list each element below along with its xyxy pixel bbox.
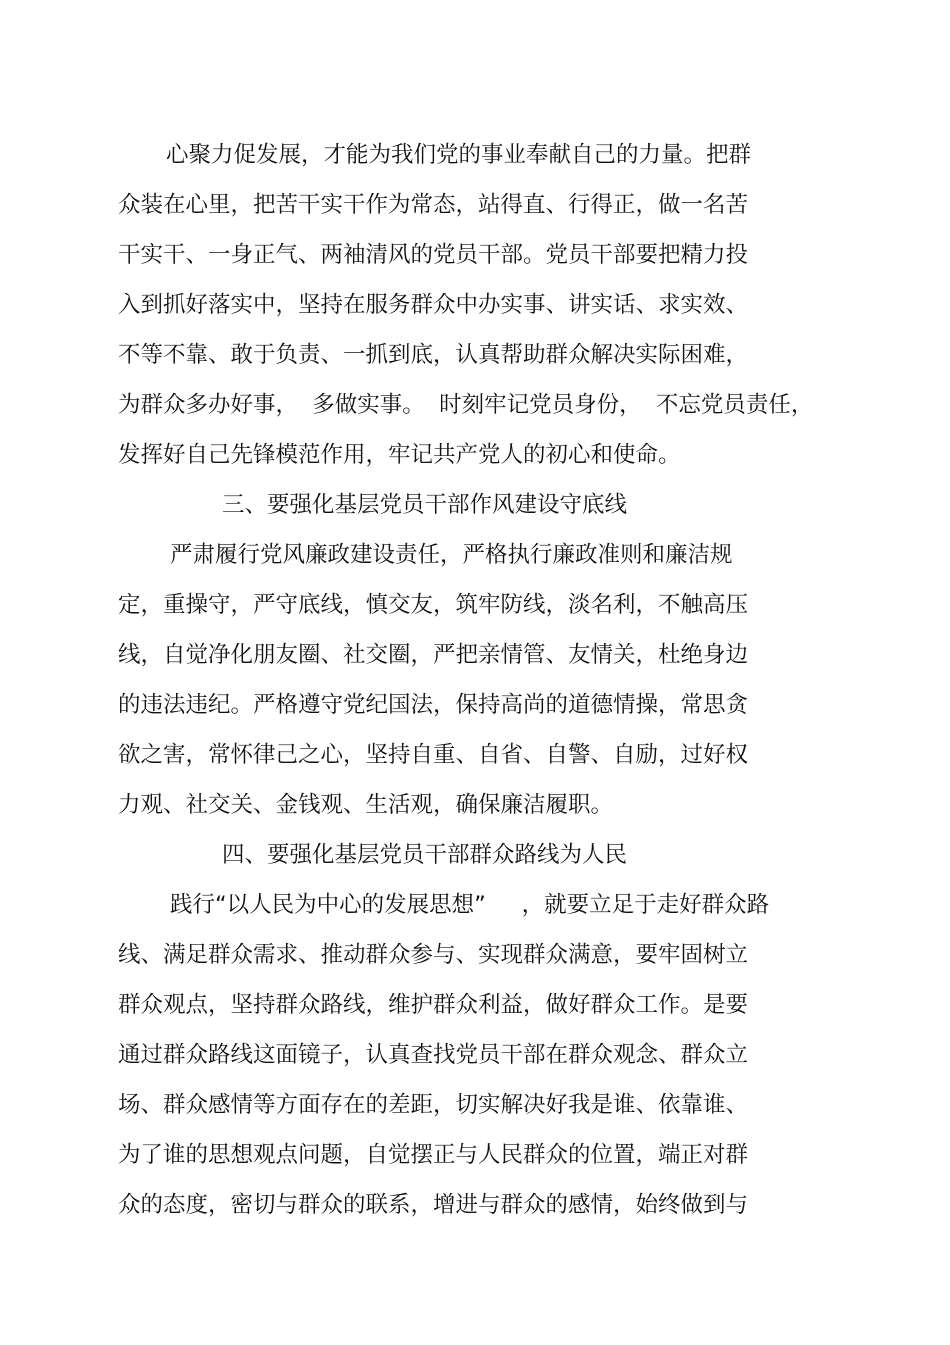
paragraph-line-9: 定，重操守，严守底线，慎交友，筑牢防线，淡名利，不触高压 [118, 592, 749, 618]
paragraph-line-19: 为了谁的思想观点问题，自觉摆正与人民群众的位置，端正对群 [118, 1142, 749, 1168]
section-heading-3: 三、要强化基层党员干部作风建设守底线 [222, 492, 628, 518]
paragraph-line-8: 严肃履行党风廉政建设责任，严格执行廉政准则和廉洁规 [170, 542, 733, 568]
paragraph-line-6: 为群众多办好事， 多做实事。 时刻牢记党员身份， 不忘党员责任， [118, 392, 814, 418]
paragraph-line-16: 群众观点，坚持群众路线，维护群众利益，做好群众工作。是要 [118, 992, 749, 1018]
paragraph-line-2: 众装在心里，把苦干实干作为常态，站得直、行得正，做一名苦 [118, 192, 749, 218]
paragraph-line-10: 线，自觉净化朋友圈、社交圈，严把亲情管、友情关，杜绝身边 [118, 642, 749, 668]
paragraph-line-15: 线、满足群众需求、推动群众参与、实现群众满意，要牢固树立 [118, 942, 749, 968]
paragraph-line-12: 欲之害，常怀律己之心，坚持自重、自省、自警、自励，过好权 [118, 742, 749, 768]
paragraph-line-1: 心聚力促发展，才能为我们党的事业奉献自己的力量。把群 [166, 142, 752, 168]
paragraph-line-7: 发挥好自己先锋模范作用，牢记共产党人的初心和使命。 [118, 442, 681, 468]
paragraph-line-14: 践行“以人民为中心的发展思想” ，就要立足于走好群众路 [170, 892, 770, 918]
paragraph-line-18: 场、群众感情等方面存在的差距，切实解决好我是谁、依靠谁、 [118, 1092, 749, 1118]
paragraph-line-4: 入到抓好落实中，坚持在服务群众中办实事、讲实话、求实效、 [118, 292, 749, 318]
paragraph-line-20: 众的态度，密切与群众的联系，增进与群众的感情，始终做到与 [118, 1192, 749, 1218]
section-heading-4: 四、要强化基层党员干部群众路线为人民 [222, 842, 628, 868]
paragraph-line-17: 通过群众路线这面镜子，认真查找党员干部在群众观念、群众立 [118, 1042, 749, 1068]
paragraph-line-5: 不等不靠、敢于负责、一抓到底，认真帮助群众解决实际困难， [118, 342, 749, 368]
paragraph-line-11: 的违法违纪。严格遵守党纪国法，保持高尚的道德情操，常思贪 [118, 692, 749, 718]
paragraph-line-13: 力观、社交关、金钱观、生活观，确保廉洁履职。 [118, 792, 614, 818]
paragraph-line-3: 干实干、一身正气、两袖清风的党员干部。党员干部要把精力投 [118, 242, 749, 268]
